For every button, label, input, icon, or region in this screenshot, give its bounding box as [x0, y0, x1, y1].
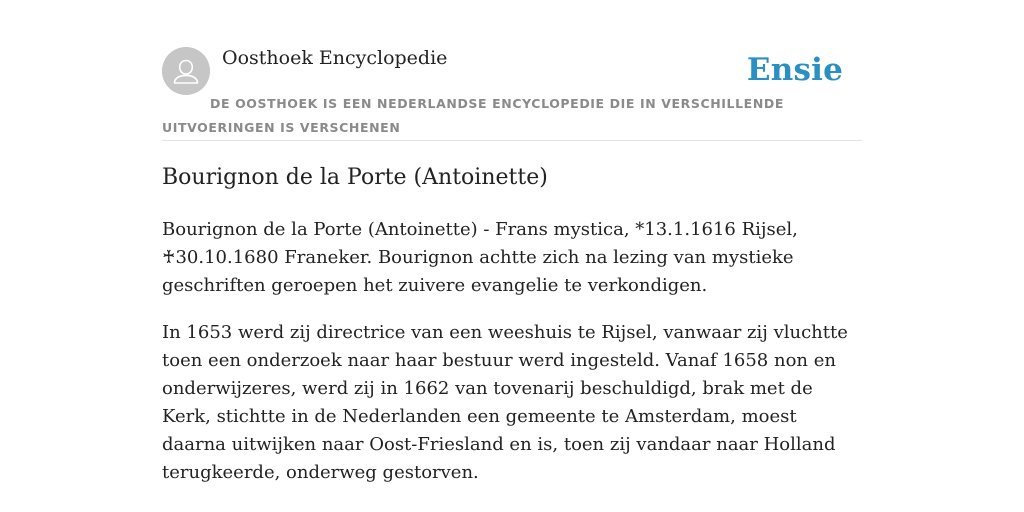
- source-tagline: DE OOSTHOEK IS EEN NEDERLANDSE ENCYCLOPEDIE DIE IN VERSCHILLENDE UITVOERINGEN IS VERSCHENEN: [162, 96, 784, 135]
- header: [162, 40, 862, 141]
- source-name[interactable]: Oosthoek Encyclopedie: [222, 47, 448, 69]
- avatar[interactable]: [162, 47, 210, 95]
- page-title: Bourignon de la Porte (Antoinette): [162, 165, 548, 190]
- user-icon: [162, 47, 210, 95]
- brand-logo[interactable]: Ensie: [746, 52, 843, 88]
- article-paragraph: Bourignon de la Porte (Antoinette) - Frans mystica, *13.1.1616 Rijsel, ♰30.10.1680 Franeker. Bourignon achtte zich na lezing van mystieke geschriften geroepen het zuivere evangelie te verkondigen.: [162, 219, 798, 296]
- article-paragraph: In 1653 werd zij directrice van een weeshuis te Rijsel, vanwaar zij vluchtte toen een onderzoek naar haar bestuur werd ingesteld. Vanaf 1658 non en onderwijzeres, werd zij in 1662 van tovenarij beschuldigd, brak met de Kerk, stichtte in de Nederlanden een gemeente te Amsterdam, moest daarna uitwijken naar Oost-Friesland en is, toen zij vandaar naar Holland terugkeerde, onderweg gestorven.: [162, 322, 848, 483]
